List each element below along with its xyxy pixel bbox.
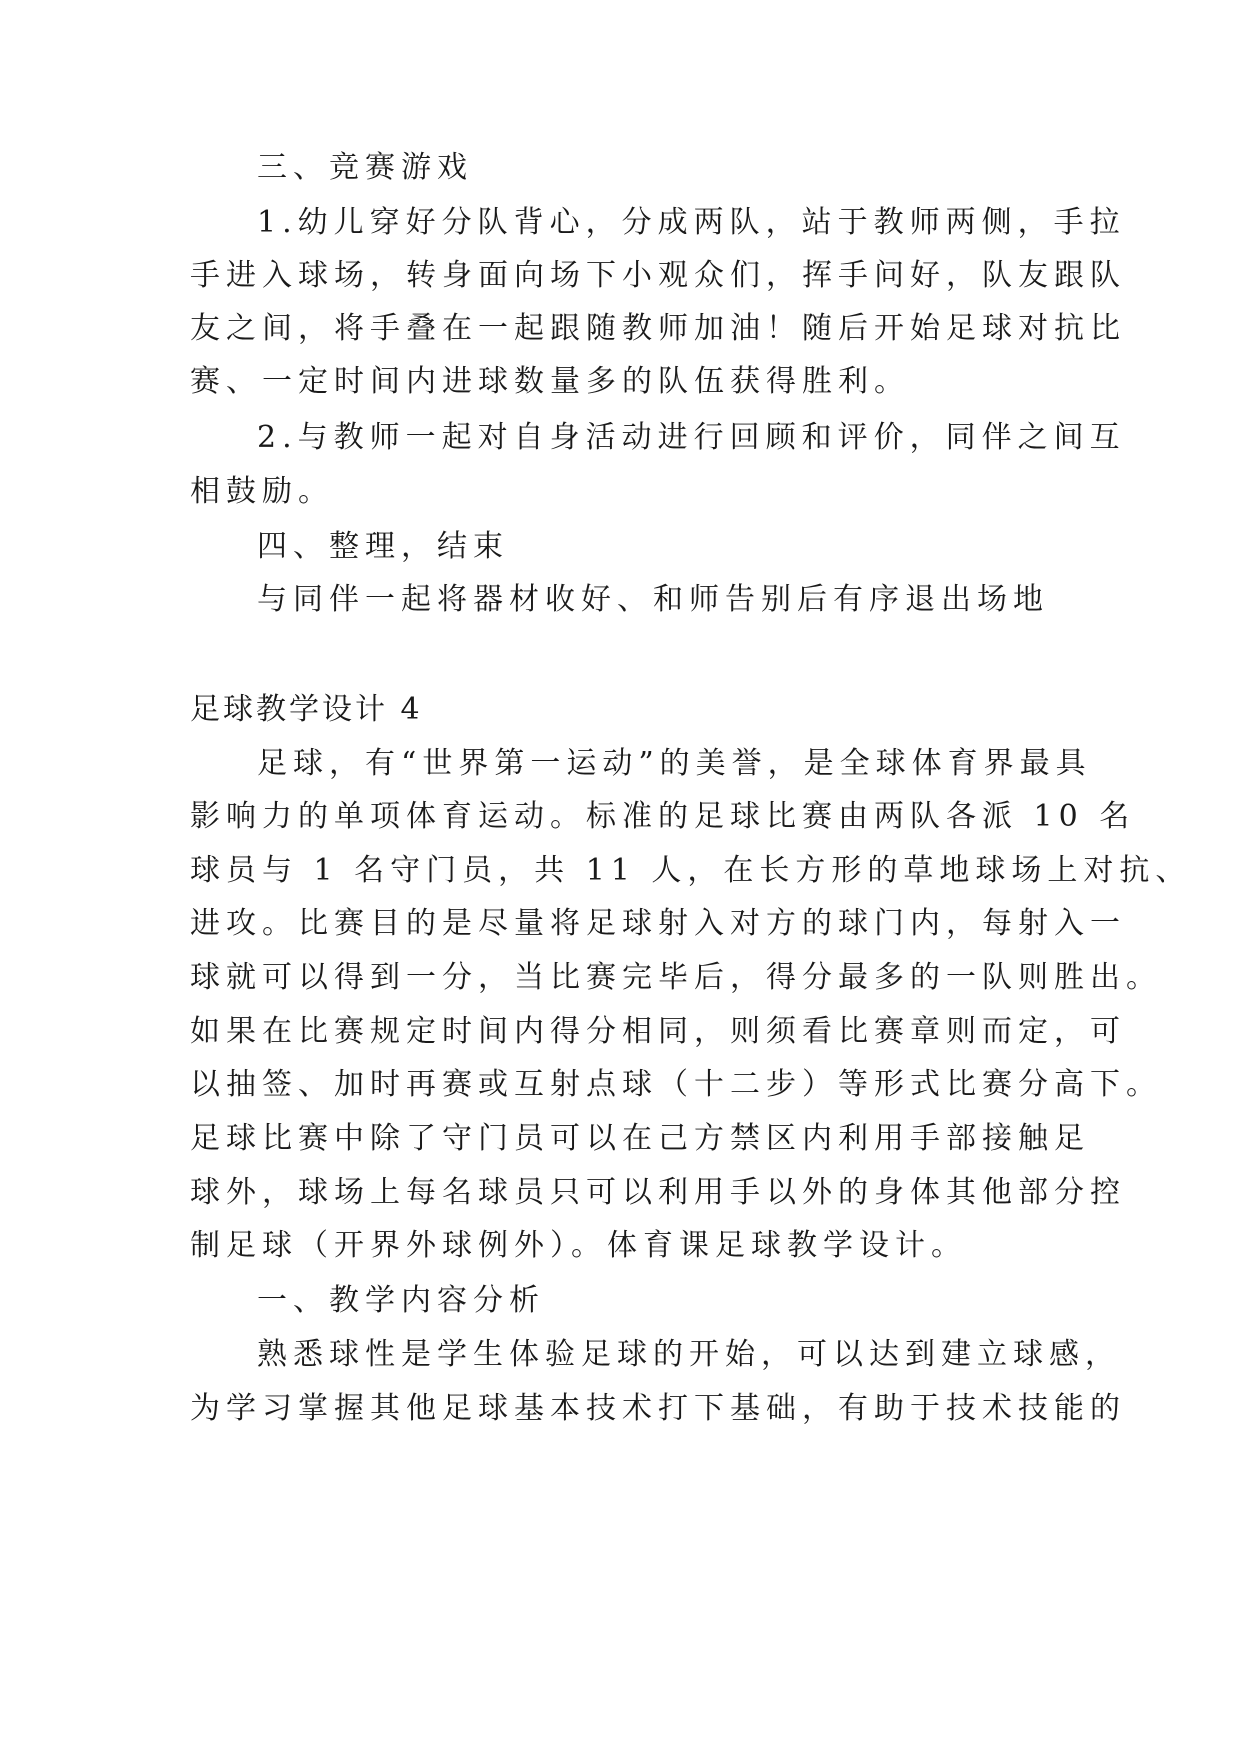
paragraph-line: 相鼓励。 (190, 474, 334, 509)
paragraph-line: 影响力的单项体育运动。标准的足球比赛由两队各派 10 名 (190, 799, 1136, 834)
paragraph-line: 进攻。比赛目的是尽量将足球射入对方的球门内，每射入一 (190, 906, 1126, 941)
paragraph-line: 球就可以得到一分，当比赛完毕后，得分最多的一队则胜出。 (190, 960, 1162, 995)
paragraph-line: 赛、一定时间内进球数量多的队伍获得胜利。 (190, 364, 910, 399)
section-three-heading: 三、竞赛游戏 (257, 150, 473, 185)
paragraph-line: 以抽签、加时再赛或互射点球（十二步）等形式比赛分高下。 (190, 1067, 1162, 1102)
paragraph-line: 友之间，将手叠在一起跟随教师加油！随后开始足球对抗比 (190, 311, 1126, 346)
paragraph-line: 与同伴一起将器材收好、和师告别后有序退出场地 (257, 582, 1049, 617)
paragraph-line: 球员与 1 名守门员，共 11 人，在长方形的草地球场上对抗、 (190, 853, 1192, 888)
section-one-heading: 一、教学内容分析 (257, 1283, 545, 1318)
paragraph-line: 1.幼儿穿好分队背心，分成两队，站于教师两侧，手拉 (257, 205, 1126, 240)
paragraph-line: 为学习掌握其他足球基本技术打下基础，有助于技术技能的 (190, 1391, 1126, 1426)
paragraph-line: 球外，球场上每名球员只可以利用手以外的身体其他部分控 (190, 1175, 1126, 1210)
paragraph-line: 足球，有“世界第一运动”的美誉，是全球体育界最具 (257, 746, 1092, 781)
section-four-heading: 四、整理，结束 (257, 529, 509, 564)
paragraph-line: 如果在比赛规定时间内得分相同，则须看比赛章则而定，可 (190, 1014, 1126, 1049)
paragraph-line: 手进入球场，转身面向场下小观众们，挥手问好，队友跟队 (190, 258, 1126, 293)
paragraph-line: 熟悉球性是学生体验足球的开始，可以达到建立球感， (257, 1337, 1121, 1372)
paragraph-line: 足球比赛中除了守门员可以在己方禁区内利用手部接触足 (190, 1121, 1090, 1156)
paragraph-line: 2.与教师一起对自身活动进行回顾和评价，同伴之间互 (257, 420, 1126, 455)
paragraph-line: 制足球（开界外球例外）。体育课足球教学设计。 (190, 1228, 967, 1263)
document-section-title: 足球教学设计 4 (190, 692, 423, 727)
